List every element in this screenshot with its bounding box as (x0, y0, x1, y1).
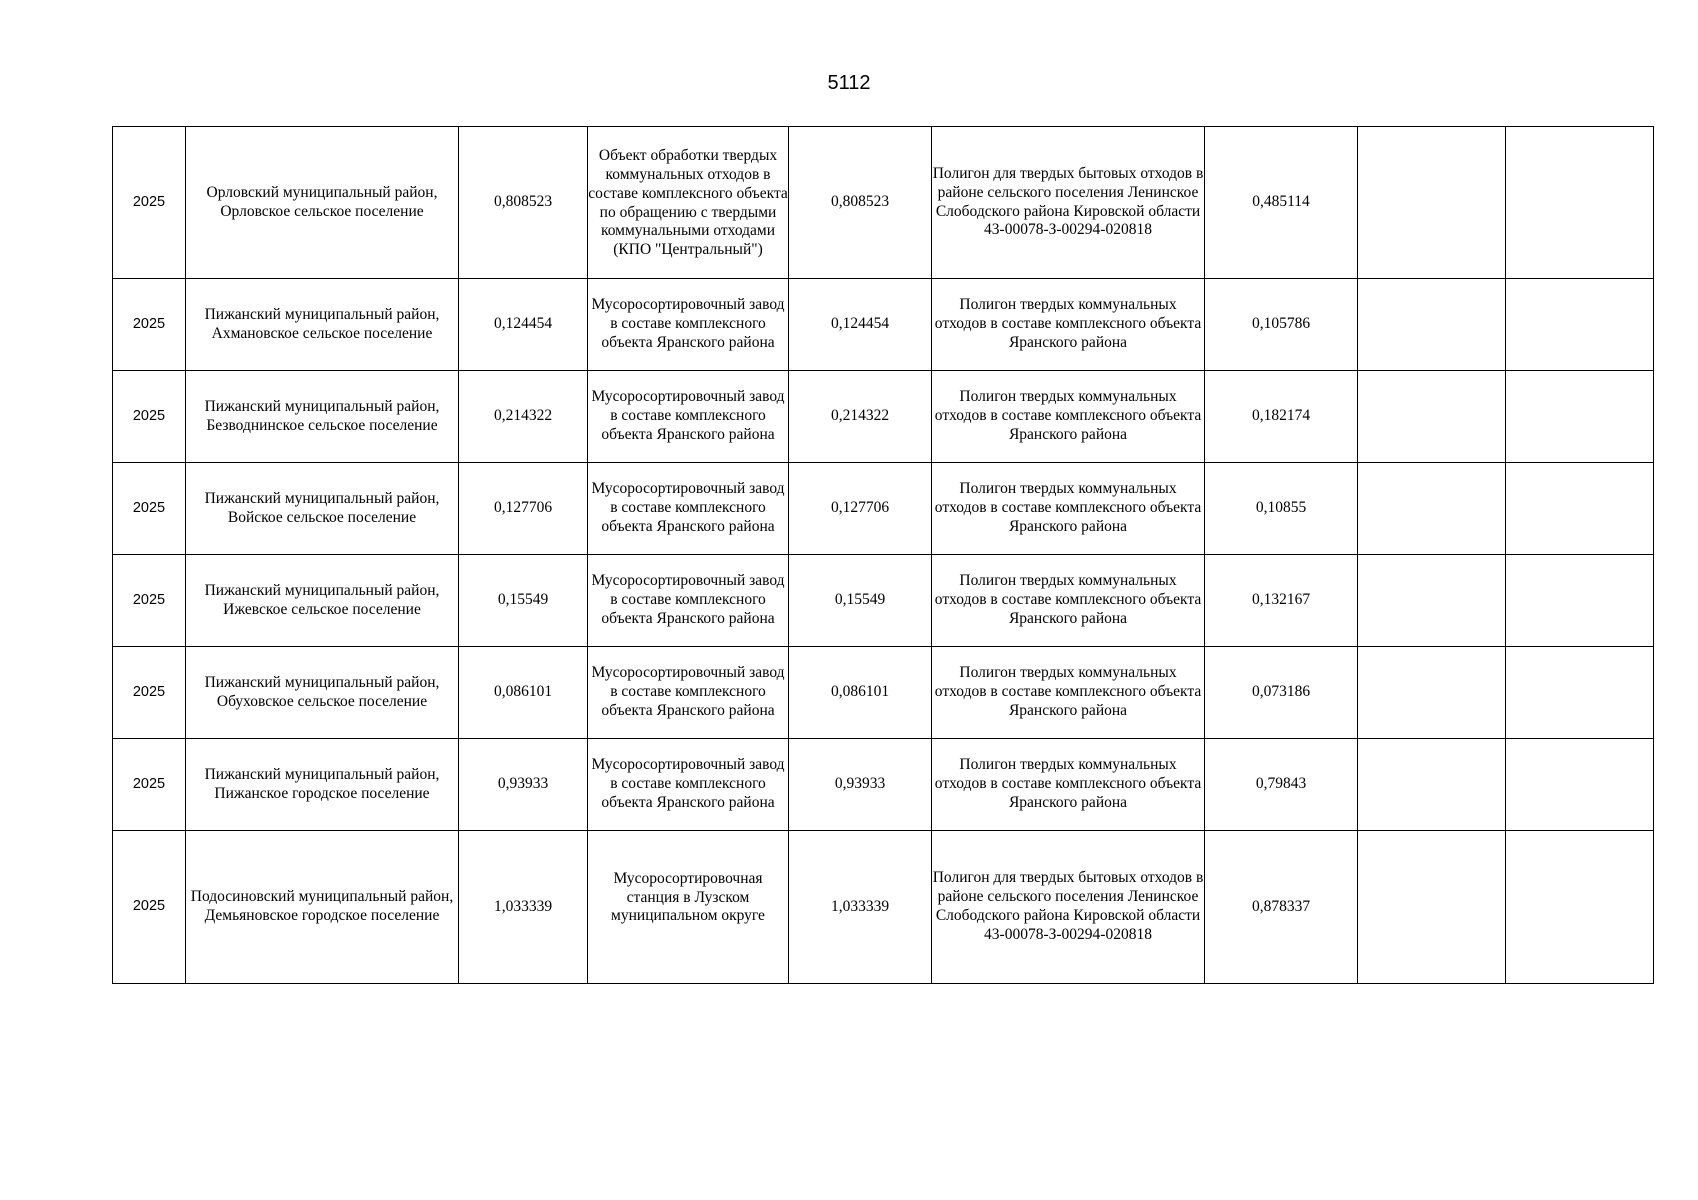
table-row (113, 463, 1654, 555)
year-cell: 2025 (113, 279, 186, 371)
table-row (113, 739, 1654, 831)
landfill-cell: Полигон твердых коммунальных отходов в составе комплексного объекта Яранского района (932, 371, 1205, 463)
year-cell: 2025 (113, 555, 186, 647)
amount-cell-2: 0,127706 (789, 463, 932, 555)
amount-cell-2: 0,808523 (789, 127, 932, 279)
empty-cell (1506, 371, 1654, 463)
year-cell: 2025 (113, 127, 186, 279)
amount-cell-2: 0,124454 (789, 279, 932, 371)
facility-cell: Мусоросортировочный завод в составе комплексного объекта Яранского района (588, 555, 789, 647)
year-cell: 2025 (113, 831, 186, 984)
table-row (113, 279, 1654, 371)
landfill-cell: Полигон твердых коммунальных отходов в составе комплексного объекта Яранского района (932, 463, 1205, 555)
empty-cell (1506, 279, 1654, 371)
landfill-cell: Полигон твердых коммунальных отходов в составе комплексного объекта Яранского района (932, 279, 1205, 371)
amount-cell-3: 0,485114 (1205, 127, 1358, 279)
facility-cell: Мусоросортировочный завод в составе комплексного объекта Яранского района (588, 371, 789, 463)
table-row (113, 555, 1654, 647)
landfill-cell: Полигон твердых коммунальных отходов в составе комплексного объекта Яранского района (932, 647, 1205, 739)
amount-cell-2: 0,93933 (789, 739, 932, 831)
amount-cell-3: 0,79843 (1205, 739, 1358, 831)
amount-cell-3: 0,182174 (1205, 371, 1358, 463)
amount-cell-1: 1,033339 (459, 831, 588, 984)
empty-cell (1358, 463, 1506, 555)
landfill-cell: Полигон для твердых бытовых отходов в районе сельского поселения Ленинское Слободского района Кировской области 43-00078-З-00294-020818 (932, 831, 1205, 984)
amount-cell-1: 0,15549 (459, 555, 588, 647)
empty-cell (1506, 555, 1654, 647)
amount-cell-2: 1,033339 (789, 831, 932, 984)
page-number: 5112 (827, 72, 871, 94)
empty-cell (1358, 739, 1506, 831)
empty-cell (1358, 127, 1506, 279)
amount-cell-3: 0,105786 (1205, 279, 1358, 371)
empty-cell (1358, 555, 1506, 647)
facility-cell: Мусоросортировочный завод в составе комплексного объекта Яранского района (588, 647, 789, 739)
amount-cell-1: 0,808523 (459, 127, 588, 279)
empty-cell (1506, 463, 1654, 555)
amount-cell-2: 0,086101 (789, 647, 932, 739)
amount-cell-3: 0,10855 (1205, 463, 1358, 555)
empty-cell (1506, 127, 1654, 279)
table-row (113, 647, 1654, 739)
empty-cell (1506, 831, 1654, 984)
facility-cell: Мусоросортировочный завод в составе комплексного объекта Яранского района (588, 279, 789, 371)
municipality-cell: Пижанский муниципальный район, Пижанское городское поселение (186, 739, 459, 831)
facility-cell: Мусоросортировочный завод в составе комплексного объекта Яранского района (588, 463, 789, 555)
table-row (113, 831, 1654, 984)
landfill-cell: Полигон твердых коммунальных отходов в составе комплексного объекта Яранского района (932, 555, 1205, 647)
municipality-cell: Пижанский муниципальный район, Ахмановское сельское поселение (186, 279, 459, 371)
municipality-cell: Пижанский муниципальный район, Ижевское сельское поселение (186, 555, 459, 647)
empty-cell (1506, 647, 1654, 739)
empty-cell (1358, 831, 1506, 984)
table-row (113, 127, 1654, 279)
facility-cell: Мусоросортировочная станция в Лузском муниципальном округе (588, 831, 789, 984)
amount-cell-2: 0,15549 (789, 555, 932, 647)
empty-cell (1358, 279, 1506, 371)
amount-cell-1: 0,127706 (459, 463, 588, 555)
municipality-cell: Пижанский муниципальный район, Обуховское сельское поселение (186, 647, 459, 739)
empty-cell (1358, 647, 1506, 739)
year-cell: 2025 (113, 739, 186, 831)
year-cell: 2025 (113, 463, 186, 555)
year-cell: 2025 (113, 647, 186, 739)
waste-flow-table (112, 126, 1654, 984)
facility-cell: Объект обработки твердых коммунальных отходов в составе комплексного объекта по обращению с твердыми коммунальными отходами (КПО "Центральный") (588, 127, 789, 279)
municipality-cell: Пижанский муниципальный район, Войское сельское поселение (186, 463, 459, 555)
amount-cell-1: 0,93933 (459, 739, 588, 831)
municipality-cell: Орловский муниципальный район, Орловское сельское поселение (186, 127, 459, 279)
amount-cell-3: 0,878337 (1205, 831, 1358, 984)
empty-cell (1506, 739, 1654, 831)
facility-cell: Мусоросортировочный завод в составе комплексного объекта Яранского района (588, 739, 789, 831)
amount-cell-3: 0,073186 (1205, 647, 1358, 739)
amount-cell-3: 0,132167 (1205, 555, 1358, 647)
municipality-cell: Пижанский муниципальный район, Безводнинское сельское поселение (186, 371, 459, 463)
year-cell: 2025 (113, 371, 186, 463)
empty-cell (1358, 371, 1506, 463)
amount-cell-1: 0,086101 (459, 647, 588, 739)
municipality-cell: Подосиновский муниципальный район, Демьяновское городское поселение (186, 831, 459, 984)
amount-cell-2: 0,214322 (789, 371, 932, 463)
amount-cell-1: 0,124454 (459, 279, 588, 371)
landfill-cell: Полигон твердых коммунальных отходов в составе комплексного объекта Яранского района (932, 739, 1205, 831)
landfill-cell: Полигон для твердых бытовых отходов в районе сельского поселения Ленинское Слободского района Кировской области 43-00078-З-00294-020818 (932, 127, 1205, 279)
table-row (113, 371, 1654, 463)
amount-cell-1: 0,214322 (459, 371, 588, 463)
